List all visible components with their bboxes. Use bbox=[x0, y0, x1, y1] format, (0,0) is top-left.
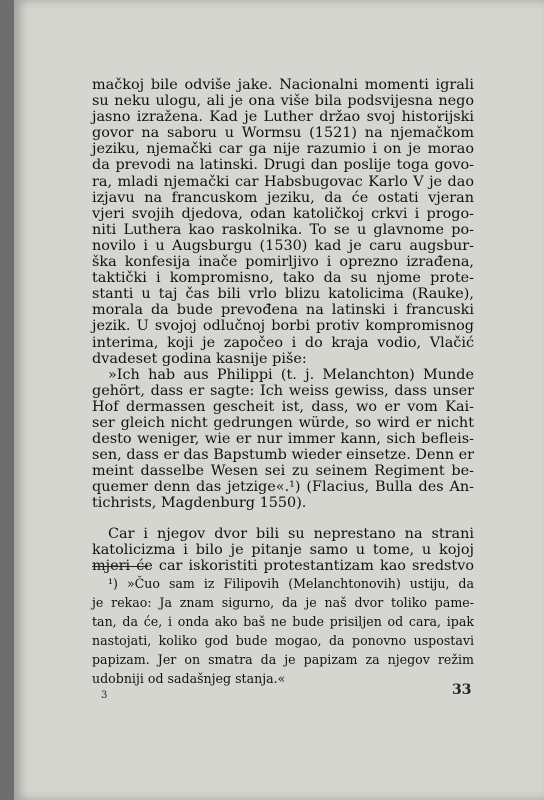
footnote-line: papizam. Jer on smatra da je papizam za njegov režim bbox=[92, 652, 474, 667]
text-line: jeziku, njemački car ga nije razumio i on je morao bbox=[92, 141, 474, 158]
main-text bbox=[92, 77, 474, 574]
footnote-line: ¹) »Čuo sam iz Filipovih (Melanchtonovih) ustiju, da bbox=[108, 576, 474, 591]
footnote bbox=[92, 574, 474, 688]
text-line: quemer denn das jetzige«.¹) (Flacius, Bulla des An- bbox=[92, 479, 474, 496]
text-line: vjeri svojih djedova, odan katoličkoj crkvi i progo- bbox=[92, 205, 474, 222]
text-line: dvadeset godina kasnije piše: bbox=[92, 350, 307, 367]
text-line: morala da bude prevođena na latinski i francuski bbox=[92, 302, 474, 319]
text-line: izjavu na francuskom jeziku, da će ostati vjeran bbox=[92, 189, 474, 206]
signature-mark: 3 bbox=[101, 690, 108, 701]
text-line: »Ich hab aus Philippi (t. j. Melanchton) Munde bbox=[108, 366, 474, 383]
footnote-paragraph bbox=[92, 574, 474, 688]
footnote-line: je rekao: Ja znam sigurno, da je naš dvor toliko pame- bbox=[92, 595, 474, 610]
book-page bbox=[14, 0, 544, 800]
paragraph-car-i-dvor bbox=[92, 526, 474, 574]
text-line: gehört, dass er sagte: Ich weiss gewiss, dass unser bbox=[92, 382, 474, 399]
text-line: ška konfesija inače pomirljivo i oprezno izrađena, bbox=[92, 254, 474, 271]
text-line: Car i njegov dvor bili su neprestano na strani bbox=[108, 525, 474, 542]
text-line: su neku ulogu, ali je ona više bila podsvijesna nego bbox=[92, 93, 474, 110]
text-line: niti Luthera kao raskolnika. To se u glavnome po- bbox=[92, 221, 474, 238]
text-line: katolicizma i bilo je pitanje samo u tome, u kojoj bbox=[92, 541, 474, 558]
page-number: 33 bbox=[452, 682, 472, 698]
text-line: ser gleich nicht gedrungen würde, so wird er nicht bbox=[92, 414, 474, 431]
text-line: ra, mladi njemački car Habsbugovac Karlo V je dao bbox=[92, 173, 474, 190]
footnote-separator bbox=[92, 566, 148, 567]
text-line: jezik. U svojoj odlučnoj borbi protiv kompromisnog bbox=[92, 318, 474, 335]
footnote-line: tan, da će, i onda ako baš ne bude prisiljen od cara, ipak bbox=[92, 614, 474, 629]
text-line: stanti u taj čas bili vrlo blizu katolicima (Rauke), bbox=[92, 286, 474, 303]
footnote-line: udobniji od sadašnjeg stanja.« bbox=[92, 671, 286, 686]
text-line: tichrists, Magdenburg 1550). bbox=[92, 495, 307, 512]
text-line: Hof dermassen gescheit ist, dass, wo er vom Kai- bbox=[92, 398, 474, 415]
text-line: mjeri će car iskoristiti protestantizam kao sredstvo bbox=[92, 557, 474, 574]
text-line: interima, koji je započeo i do kraja vodio, Vlačić bbox=[92, 334, 474, 351]
text-line: govor na saboru u Wormsu (1521) na njemačkom bbox=[92, 125, 474, 142]
footnote-line: nastojati, koliko god bude mogao, da ponovno uspostavi bbox=[92, 633, 474, 648]
paragraph-intro bbox=[92, 77, 474, 367]
text-line: desto weniger, wie er nur immer kann, sich befleis- bbox=[92, 431, 474, 448]
text-line: da prevodi na latinski. Drugi dan poslije toga govo- bbox=[92, 157, 474, 174]
text-line: jasno izražena. Kad je Luther držao svoj historijski bbox=[92, 109, 474, 126]
text-line: taktički i kompromisno, tako da su njome prote- bbox=[92, 270, 474, 287]
text-line: mačkoj bile odviše jake. Nacionalni momenti igrali bbox=[92, 77, 474, 93]
quotation-paragraph bbox=[92, 367, 474, 512]
text-line: sen, dass er das Bapstumb wieder einsetze. Denn er bbox=[92, 447, 474, 464]
text-line: meint dasselbe Wesen sei zu seinem Regiment be- bbox=[92, 463, 474, 480]
text-line: novilo i u Augsburgu (1530) kad je caru augsbur- bbox=[92, 237, 474, 254]
